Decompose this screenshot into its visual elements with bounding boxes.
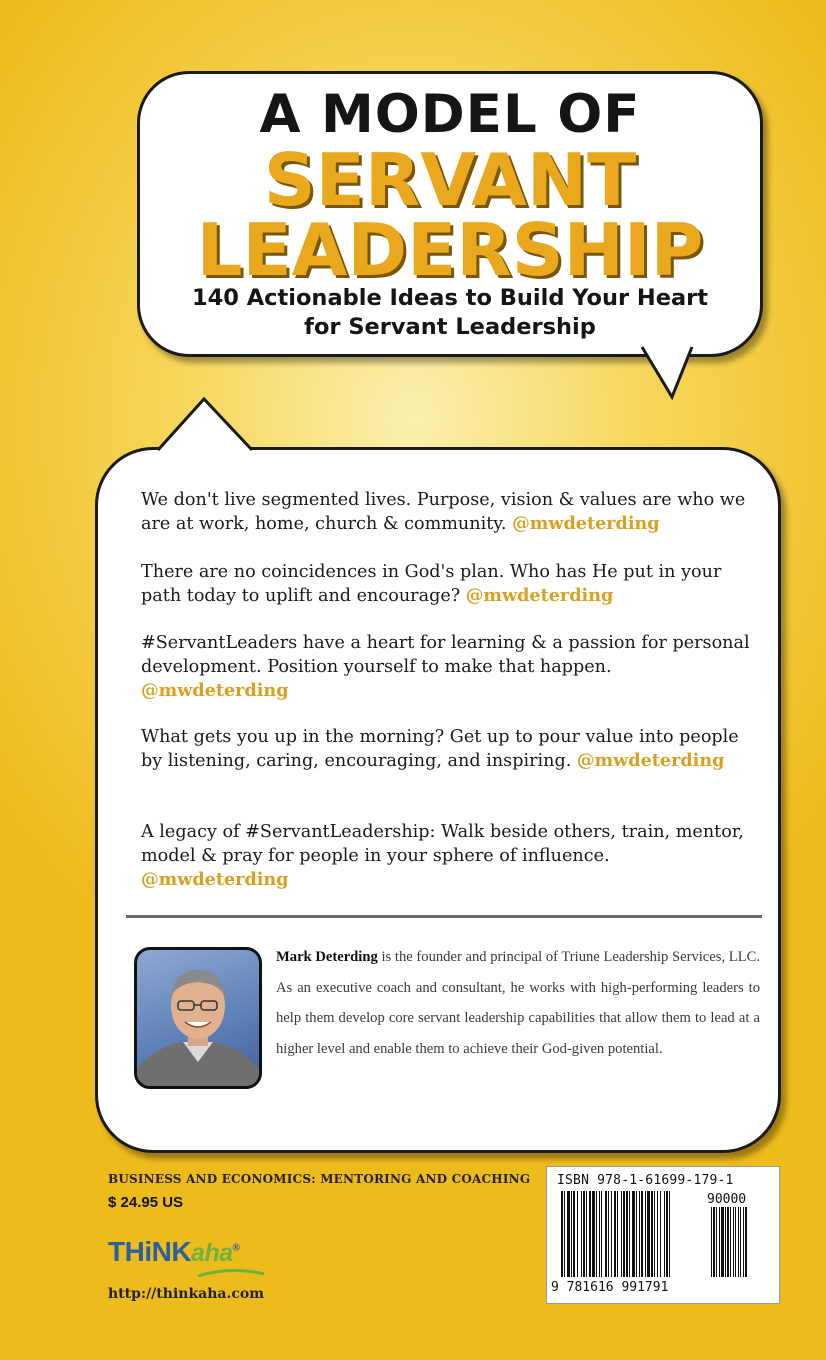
- isbn-number: ISBN 978-1-61699-179-1: [557, 1173, 734, 1188]
- logo-swoosh-icon: [196, 1268, 266, 1280]
- barcode-addon-bar: [719, 1207, 720, 1277]
- barcode-bar: [657, 1191, 658, 1277]
- subtitle-line-2: for Servant Leadership: [304, 314, 596, 340]
- barcode-bar: [592, 1191, 595, 1277]
- subtitle-line-1: 140 Actionable Ideas to Build Your Heart: [191, 285, 709, 311]
- barcode-bar: [601, 1191, 602, 1277]
- barcode-bar: [571, 1191, 572, 1277]
- isbn-barcode: [546, 1166, 780, 1304]
- barcode-addon-bar: [735, 1207, 736, 1277]
- quote-1: We don't live segmented lives. Purpose, vision & values are who we are at work, home, church & community. @mwdeterding: [141, 490, 746, 534]
- barcode-bar: [596, 1191, 597, 1277]
- quote-bubble-tail: [156, 396, 266, 452]
- barcode-addon-bar: [733, 1207, 734, 1277]
- title-line-3: LEADERSHIP: [196, 208, 704, 292]
- barcode-bar: [669, 1191, 670, 1277]
- barcode-bar: [641, 1191, 643, 1277]
- barcode-bar: [589, 1191, 591, 1277]
- barcode-bar: [581, 1191, 582, 1277]
- barcode-bars-icon: [561, 1191, 771, 1279]
- barcode-bar: [651, 1191, 653, 1277]
- barcode-addon-bar: [740, 1207, 741, 1277]
- barcode-bar: [583, 1191, 585, 1277]
- quote-2: There are no coincidences in God's plan. Who has He put in your path today to uplift and encourage? @mwdeterding: [141, 562, 722, 606]
- barcode-bar: [561, 1191, 563, 1277]
- quote-5: A legacy of #ServantLeadership: Walk beside others, train, mentor, model & pray for people in your sphere of influence. @mwdeterding: [141, 822, 744, 890]
- author-name: Mark Deterding: [276, 949, 378, 965]
- barcode-bar: [605, 1191, 607, 1277]
- quotes-speech-bubble: [95, 447, 781, 1153]
- barcode-bar: [614, 1191, 616, 1277]
- barcode-digits: 9 781616 991791: [551, 1280, 669, 1295]
- title-bubble-tail: [640, 345, 700, 405]
- barcode-bar: [564, 1191, 565, 1277]
- price-code: 90000: [707, 1192, 747, 1207]
- barcode-addon-bar: [743, 1207, 744, 1277]
- barcode-bar: [621, 1191, 622, 1277]
- barcode-bar: [573, 1191, 575, 1277]
- barcode-bar: [666, 1191, 668, 1277]
- quote-4: What gets you up in the morning? Get up to pour value into people by listening, caring, encouraging, and inspiring. @mwdeterding: [141, 727, 739, 771]
- barcode-addon-bar: [711, 1207, 712, 1277]
- price: $ 24.95 US: [108, 1194, 184, 1211]
- barcode-bar: [577, 1191, 578, 1277]
- twitter-handle: @mwdeterding: [141, 680, 289, 701]
- subject-category: BUSINESS AND ECONOMICS: MENTORING AND COACHING: [108, 1172, 531, 1186]
- barcode-addon-bar: [713, 1207, 715, 1277]
- barcode-addon-bar: [745, 1207, 747, 1277]
- author-bio: Mark Deterding is the founder and principal of Triune Leadership Services, LLC. As an executive coach and consultant, he works with high-performing leaders to help them develop core servant leadership capabilities that allow them to lead at a higher level and enable them to achieve their God-given potential.: [276, 949, 760, 1057]
- barcode-addon-bar: [727, 1207, 729, 1277]
- twitter-handle: @mwdeterding: [465, 585, 614, 606]
- subtitle: [140, 284, 760, 342]
- twitter-handle: @mwdeterding: [512, 513, 660, 534]
- title-speech-bubble: [137, 71, 763, 357]
- barcode-bar: [629, 1191, 630, 1277]
- barcode-bar: [664, 1191, 665, 1277]
- divider: [126, 915, 762, 918]
- title-line-1: A MODEL OF: [259, 84, 641, 145]
- author-photo: [134, 947, 262, 1089]
- barcode-bar: [623, 1191, 625, 1277]
- barcode-bar: [586, 1191, 587, 1277]
- publisher-url: http://thinkaha.com: [108, 1286, 265, 1302]
- barcode-bar: [660, 1191, 661, 1277]
- barcode-bar: [611, 1191, 612, 1277]
- twitter-handle: @mwdeterding: [141, 869, 289, 890]
- twitter-handle: @mwdeterding: [576, 750, 725, 771]
- barcode-bar: [567, 1191, 570, 1277]
- barcode-bar: [645, 1191, 646, 1277]
- barcode-bar: [608, 1191, 609, 1277]
- barcode-addon-bar: [730, 1207, 731, 1277]
- barcode-bar: [647, 1191, 650, 1277]
- barcode-bar: [639, 1191, 640, 1277]
- barcode-bar: [626, 1191, 628, 1277]
- barcode-addon-bar: [721, 1207, 724, 1277]
- author-portrait-icon: [137, 950, 259, 1086]
- title-line-2: SERVANT: [263, 138, 637, 222]
- barcode-addon-bar: [738, 1207, 739, 1277]
- barcode-addon-bar: [725, 1207, 726, 1277]
- barcode-bar: [636, 1191, 637, 1277]
- barcode-bar: [632, 1191, 635, 1277]
- barcode-bar: [617, 1191, 618, 1277]
- barcode-addon-bar: [716, 1207, 717, 1277]
- barcode-bar: [599, 1191, 600, 1277]
- barcode-bar: [654, 1191, 655, 1277]
- quote-3: #ServantLeaders have a heart for learning & a passion for personal development. Position yourself to make that happen. @mwdeterding: [141, 633, 750, 701]
- publisher-logo: THiNKaha®: [108, 1236, 240, 1267]
